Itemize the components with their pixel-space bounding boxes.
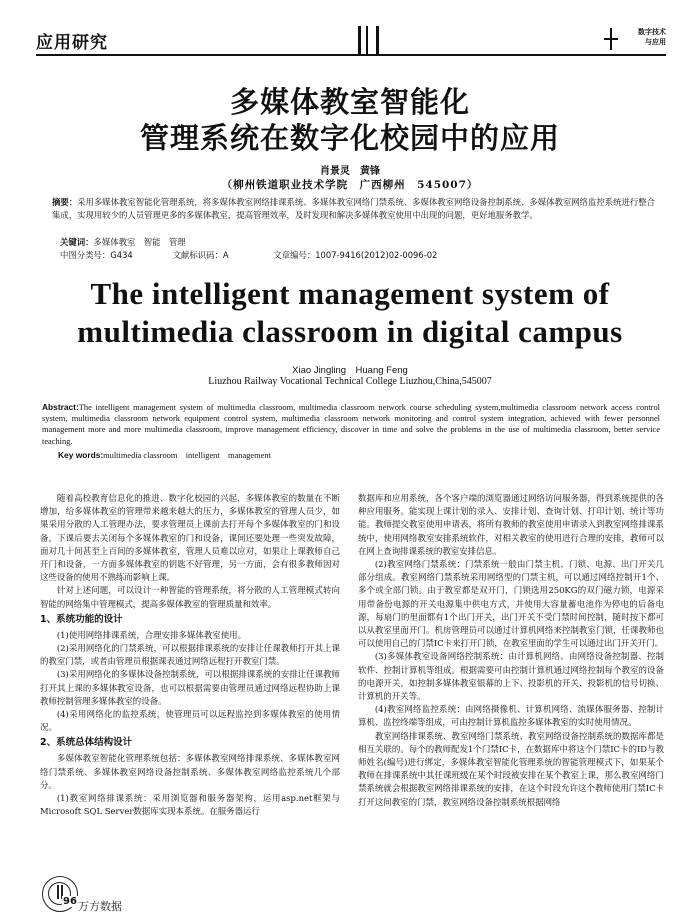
body-paragraph: 随着高校教育信息化的推进、数字化校园的兴起，多媒体教室的数量在不断增加，给多媒体教室的管理带来越来越大的压力，多媒体教室的管理人员少，如果采用分散的人工管理办法，要求管理员上课前去打开每个多媒体教室的门和设备，下课后要去关闭每个多媒体教室的门和设备，课间还要处理一些突发故障，面对几十间甚至上百间的多媒体教室，管理人员难以应对，如果让上课教师自己开门和设备，一方面多媒体教室的钥匙不好管理，另一方面，会有很多教师因对这些设备的使用不熟练而影响上课。 (40, 493, 340, 583)
en-abstract-text: The intelligent management system of multimedia classroom, multimedia classroom network course scheduling system,multimedia classroom network access control system, multimedia classroom network equipment control system, multimedia classroom network monitoring and control system integration, achieved with fewer personnel management more and more multimedia classroom, improve management efficiency, discover in time and solve the problems in the use of multimedia classroom, better service teaching. (42, 403, 660, 446)
body-paragraph: (3)采用网络化的多媒体设备控制系统，可以根据排课系统的安排让任课教师打开其上课的多媒体教室设备，也可以根据需要由管理员通过网络远程协助上课教师控制管理多媒体教室的设备。 (40, 669, 340, 706)
cn-authors: 肖景灵 黄锋 (320, 166, 380, 177)
page-number: 96 (63, 896, 77, 907)
en-keywords (58, 449, 271, 461)
body-paragraph: (2)教室网络门禁系统：门禁系统一般由门禁主机、门锁、电源、出门开关几部分组成。教室网络门禁系统采用网络型的门禁主机，可以通过网络控制开1个、多个或全部门锁。由于教室都是双开门，门锁选用250KG的双门磁力锁，电源采用带备份电源的开关电源集中供电方式，并使用大容量蓄电池作为停电的后备电源，每扇门的里面都有1个出门开关，出门开关不受门禁时间控制，随时按下都可以从教室里面开门。机房管理员可以通过计算机网络来控制教室门锁，任课教师也可以使用自己的门禁IC卡来打开门锁，在教室里面的学生可以通过出门开关开门。 (358, 559, 664, 649)
journal-name-line1: 数字技术 (638, 28, 666, 36)
clc-number: 中图分类号：G434 (60, 250, 133, 260)
body-paragraph: (2)采用网络化的门禁系统，可以根据排课系统的安排让任课教师打开其上课的教室门禁，或者由管理员根据课表通过网络远程打开教室门禁。 (40, 643, 340, 667)
body-right-column (358, 492, 664, 809)
body-paragraph: (1)使用网络排课系统，合理安排多媒体教室使用。 (56, 629, 247, 640)
journal-logo (604, 24, 666, 54)
cn-keywords-text: 多媒体教室 智能 管理 (93, 237, 186, 247)
cn-title-line2: 管理系统在数字化校园中的应用 (139, 121, 560, 155)
body-paragraph: (4)教室网络监控系统：由网络摄像机、计算机网络、流媒体服务器、控制计算机、监控终端等组成，可由控制计算机监控多媒体教室的实时使用情况。 (358, 704, 664, 728)
header-rule (36, 54, 666, 56)
body-paragraph: (1)教室网络排课系统：采用浏览器和服务器架构，运用asp.net框架与 Microsoft SQL Server数据库实现本系统。在服务器运行 (40, 793, 340, 817)
en-affiliation: Liuzhou Railway Vocational Technical College Liuzhou,China,545007 (208, 376, 492, 387)
cn-keywords (60, 236, 186, 248)
en-abstract (42, 402, 660, 447)
en-authors: Xiao Jingling Huang Feng (292, 365, 408, 376)
document-code: 文献标识码：A (172, 250, 229, 260)
en-abstract-label: Abstract: (42, 402, 79, 412)
body-paragraph: 数据库和应用系统，各个客户端的浏览器通过网络访问服务器，得到系统提供的各种应用服务。能实现上课计划的录入、安排计划、查询计划、打印计划、统计等功能。教师提交教室使用申请表，将所有教师的教室使用申请录入到教室网络排课系统中，使用网络教室安排系统软件，对相关教室的使用进行合理的安排，教师可以在网上查询排课系统的教室安排信息。 (358, 493, 664, 556)
cn-abstract-text: 采用多媒体教室智能化管理系统，将多媒体教室网络排课系统、多媒体教室网络门禁系统、多媒体教室网络设备控制系统、多媒体教室网络监控系统进行整合集成，实现用较少的人员管理更多的多媒体教室，提高管理效率，及时发现和解决多媒体教室使用中出现的问题，更好地服务教学。 (52, 197, 655, 220)
cn-classification (60, 249, 660, 261)
body-left-column (40, 492, 340, 818)
en-keywords-text: multimedia classroom intelligent management (103, 451, 271, 460)
cn-abstract-label: 摘要： (52, 197, 78, 207)
en-keywords-label: Key words: (58, 450, 104, 460)
journal-name-line2: 与应用 (645, 38, 666, 46)
en-title-line1: The intelligent management system of (90, 276, 610, 311)
section-heading-2: 2、系统总体结构设计 (40, 737, 133, 749)
header-bars-decoration (354, 26, 394, 54)
cn-abstract (52, 196, 658, 222)
body-paragraph: (4)采用网络化的监控系统，使管理员可以远程监控到多媒体教室的使用情况。 (40, 709, 340, 733)
section-label: 应用研究 (36, 33, 108, 53)
page-header (36, 24, 666, 56)
en-title-line2: multimedia classroom in digital campus (77, 314, 623, 349)
logo-mark-bar-icon (604, 38, 618, 40)
body-paragraph: 教室网络排课系统、教室网络门禁系统、教室网络设备控制系统的数据库都是相互关联的。每个的教师配发1个门禁IC卡，在数据库中将这个门禁IC卡的ID与教师姓名(编号)进行绑定，多媒体教室智能化管理系统的智能管理模式下，如果某个教师在排课系统中其任课班级在某个时段被安排在某个教室上课，那么教室网络门禁系统就会根据教室网络排课系统的安排，在这个时段允许这个教师使用门禁IC卡打开这间教室的门禁，教室网络设备控制系统根据网络 (358, 730, 664, 807)
body-paragraph: 针对上述问题，可以设计一种智能的管理系统，将分散的人工管理模式转向智能的网络集中管理模式，提高多媒体教室的管理质量和效率。 (40, 585, 340, 609)
wanfang-brand: 万方数据 (78, 900, 122, 913)
cn-affiliation: （柳州铁道职业技术学院 广西柳州 545007） (221, 179, 479, 191)
cn-title-line1: 多媒体教室智能化 (229, 85, 470, 119)
article-number: 文章编号：1007-9416(2012)02-0096-02 (273, 250, 438, 260)
section-heading-1: 1、系统功能的设计 (40, 613, 123, 625)
page-footer (42, 876, 122, 916)
body-paragraph: (3)多媒体教室设备网络控制系统：由计算机网络、由网络设备控制器、控制软件、控制计算机等组成。根据需要可由控制计算机通过网络控制每个教室的设备的电源开关，如控制多媒体教室银幕的上下、投影机的开关、投影机的信号切换、计算机的开关等。 (358, 651, 664, 702)
body-paragraph: 多媒体教室智能化管理系统包括：多媒体教室网络排课系统、多媒体教室网络门禁系统、多媒体教室网络设备控制系统、多媒体教室网络监控系统几个部分。 (40, 753, 340, 790)
cn-keywords-label: 关键词： (60, 237, 94, 247)
